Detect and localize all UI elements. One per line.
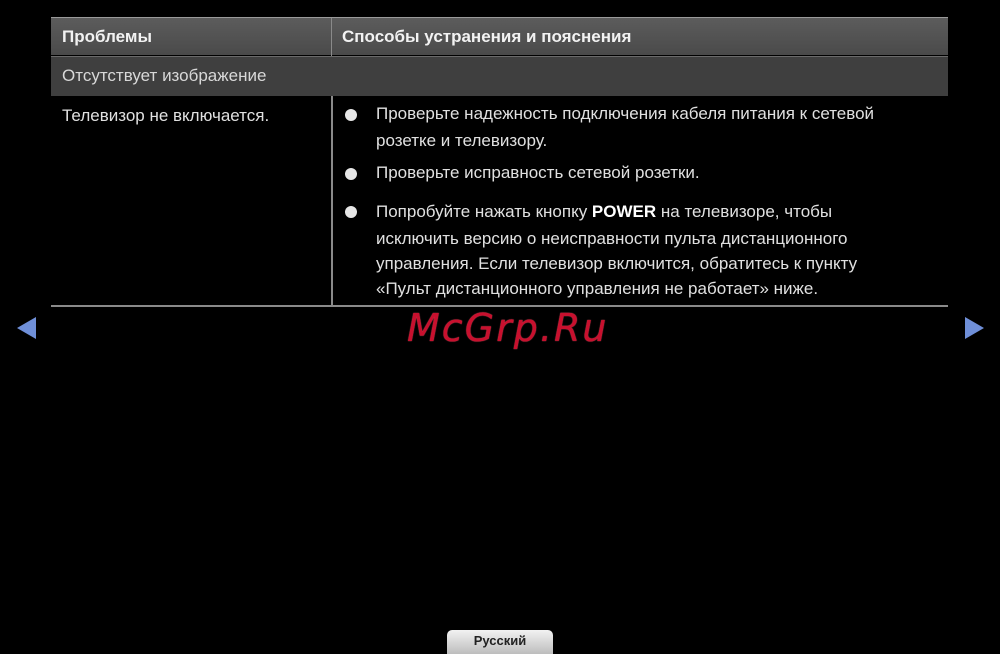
table-row xyxy=(51,96,948,305)
header-problems: Проблемы xyxy=(62,27,152,46)
watermark: McGrp.Ru xyxy=(407,306,609,350)
bullet-icon xyxy=(345,206,357,218)
section-title: Отсутствует изображение xyxy=(62,66,267,85)
bullet-icon xyxy=(345,109,357,121)
triangle-right-icon[interactable] xyxy=(965,317,984,339)
solution-text: исключить версию о неисправности пульта дистанционного xyxy=(376,229,848,248)
bullet-icon xyxy=(345,168,357,180)
section-row xyxy=(51,56,948,96)
solution-text: Проверьте надежность подключения кабеля питания к сетевой xyxy=(376,104,875,123)
problem-text: Телевизор не включается. xyxy=(62,106,270,125)
column-divider xyxy=(331,96,333,305)
language-tab[interactable]: Русский xyxy=(447,630,553,654)
solution-text: Проверьте исправность сетевой розетки. xyxy=(376,163,700,182)
table-header-row xyxy=(51,17,948,55)
solution-text: управления. Если телевизор включится, обратитесь к пункту xyxy=(376,254,858,273)
list-item xyxy=(342,197,976,301)
header-solutions: Способы устранения и пояснения xyxy=(342,27,632,46)
triangle-left-icon[interactable] xyxy=(17,317,36,339)
solution-text: розетке и телевизору. xyxy=(376,131,548,150)
column-divider xyxy=(331,18,332,56)
power-keyword: POWER xyxy=(591,202,657,221)
solution-text: Попробуйте нажать кнопку xyxy=(376,202,592,221)
list-item xyxy=(342,159,976,186)
solution-text: «Пульт дистанционного управления не работает» ниже. xyxy=(376,279,819,298)
solution-text: на телевизоре, чтобы xyxy=(656,202,833,221)
list-item xyxy=(342,100,976,154)
